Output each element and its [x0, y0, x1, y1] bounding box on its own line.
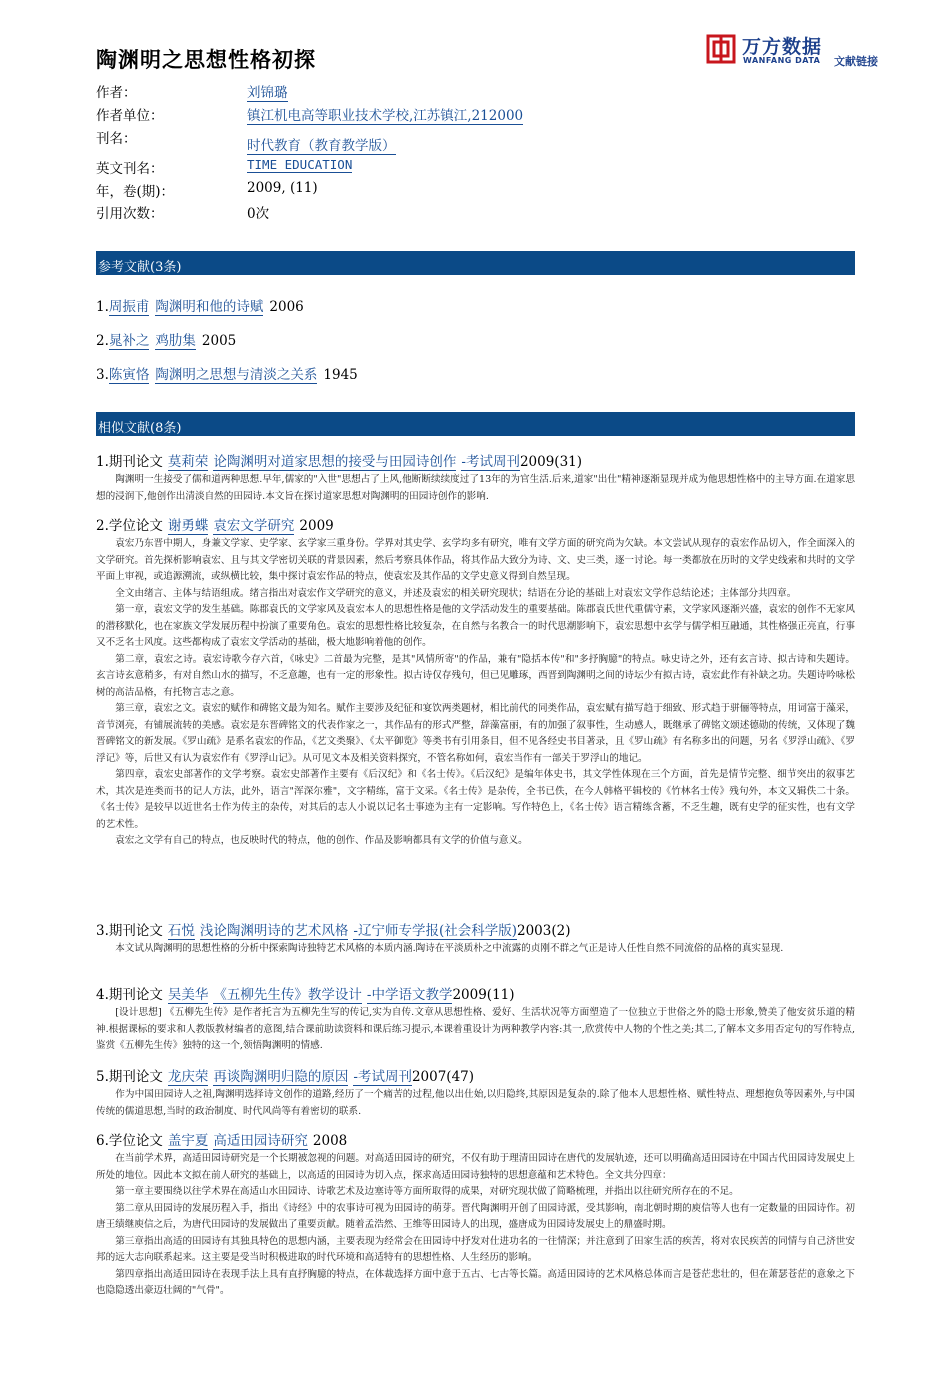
cite-value: 0次 — [247, 206, 270, 222]
similar-author-link[interactable]: 石悦 — [167, 923, 195, 939]
reference-title-link[interactable]: 陶渊明和他的诗赋 — [155, 299, 264, 315]
cite-label: 引用次数： — [96, 206, 164, 222]
reference-num: 3. — [96, 367, 109, 383]
reference-year: 2005 — [201, 333, 237, 349]
similar-header — [96, 412, 855, 436]
similar-author-link[interactable]: 吴美华 — [167, 987, 209, 1003]
en-journal-link[interactable]: TIME EDUCATION — [247, 157, 353, 172]
similar-title-link[interactable]: 《五柳先生传》教学设计 — [213, 987, 362, 1003]
similar-abstract: 袁宏之文学有自己的特点，也反映时代的特点，他的创作、作品及影响都具有文学的价值与意义。 — [115, 835, 528, 846]
similar-title-link[interactable]: 再谈陶渊明归隐的原因 — [213, 1069, 349, 1085]
reference-item — [96, 363, 358, 383]
similar-abstract: 本文试从陶渊明的思想性格的分析中探索陶诗独特艺术风格的本质内涵.陶诗在平淡质朴之中流露的贞刚不群之气正是诗人任性自然不同流俗的品格的真实显现. — [115, 943, 784, 954]
similar-abstract: 第一章主要围绕以往学术界在高适山水田园诗、诗歌艺术及边塞诗等方面所取得的成果，对研究现状做了简略梳理，并指出以往研究所存在的不足。 — [115, 1186, 739, 1197]
similar-title-link[interactable]: 高适田园诗研究 — [213, 1133, 308, 1149]
similar-source-link[interactable] — [353, 923, 517, 940]
similar-author-link[interactable]: 莫莉荣 — [167, 454, 209, 470]
wanfang-logo-icon — [706, 34, 736, 64]
similar-sep: - — [366, 987, 372, 1003]
similar-year: 2007(47) — [411, 1069, 475, 1085]
similar-sep: - — [353, 1069, 358, 1085]
similar-type: 期刊论文 — [108, 1069, 163, 1085]
similar-item — [96, 985, 855, 1055]
unit-link[interactable]: 镇江机电高等职业技术学校,江苏镇江,212000 — [247, 104, 523, 125]
reference-author-link[interactable]: 陈寅恪 — [108, 367, 150, 383]
similar-abstract: 第三章，袁宏之文。袁宏的赋作和碑铭文最为知名。赋作主要涉及纪征和宴饮两类题材，相比前代的同类作品，袁宏赋有描写趋于细致、形式趋于骈俪等特点，用词富于藻采，音节浏亮，有铺展流转的美感。袁宏是东晋碑铭文的代表作家之一，其作品有的形式严整，辞藻富丽，有的加强了叙事性，生动感人，既继承了碑铭文颂述德勋的传统，又体现了魏晋碑铭文的新发展。《罗山疏》是系名袁宏的作品，《艺文类聚》、《太平御览》等类书有引用条目，但不见各经史书目著录，且《罗山疏》有名称多出的问题，另名《罗浮山疏》、《罗浮记》等，后世又有认为袁宏作有《罗浮山记》。从可见文本及相关资料探究，不管名称如何，袁宏当作有一部关于罗浮山的地记。 — [96, 703, 855, 764]
similar-sep: - — [461, 454, 466, 470]
similar-type: 学位论文 — [108, 1133, 163, 1149]
similar-num: 1. — [96, 454, 109, 470]
similar-sep: - — [353, 923, 358, 939]
journal-link[interactable]: 时代教育（教育教学版） — [247, 134, 396, 155]
reference-year: 2006 — [269, 299, 304, 315]
similar-abstract: 袁宏乃东晋中期人，身兼文学家、史学家、玄学家三重身份。学界对其史学、玄学均多有研究，唯有文学方面的研究尚为欠缺。本文尝试从现存的袁宏作品切入，作全面深入的文学研究。首先探析影响袁宏、且与其文学密切关联的背景因素，然后考察具体作品，将其作品大致分为诗、文、史三类，逐一讨论。每一类都放在历时的文学史线索和共时的文学平面上审视，或追源溯流，或纵横比较，集中探讨袁宏作品的特点，使袁宏及其作品的文学史意义得到自然呈现。 — [96, 538, 855, 582]
reference-author-link[interactable]: 周振甫 — [108, 299, 150, 315]
logo-brand-en: WANFANG DATA — [743, 56, 821, 65]
similar-abstract: [设计思想] 《五柳先生传》是作者托言为五柳先生写的传记,实为自传.文章从思想性格、爱好、生活状况等方面塑造了一位独立于世俗之外的隐士形象,赞美了他安贫乐道的精神.根据课标的要求和人教版教材编者的意图,结合课前助读资料和课后练习提示,本课着重设计为两种教学内容:其一,欣赏传中人物的个性之美;其二,了解本文多用否定句的写作特点,鉴赏《五柳先生传》独特的这一个,领悟陶渊明的情感. — [96, 1007, 855, 1051]
similar-author-link[interactable]: 谢勇蝶 — [167, 518, 209, 534]
author-label: 作者： — [96, 85, 137, 101]
similar-abstract: 陶渊明一生接受了儒和道两种思想.早年,儒家的"入世"思想占了上风,他断断续续度过了13年的为官生活.后来,道家"出仕"精神逐渐显现并成为他思想性格中的主导方面.在道家思想的浸润下,他创作出清淡自然的田园诗.本文旨在探讨道家思想对陶渊明的田园诗创作的影响. — [96, 474, 855, 502]
similar-num: 6. — [96, 1133, 109, 1149]
similar-item — [96, 1131, 855, 1300]
similar-num: 2. — [96, 518, 109, 534]
en-journal-label: 英文刊名： — [96, 161, 164, 177]
similar-title-link[interactable]: 论陶渊明对道家思想的接受与田园诗创作 — [213, 454, 457, 470]
year-label: 年，卷(期)： — [96, 184, 175, 200]
page-title: 陶渊明之思想性格初探 — [96, 48, 316, 72]
similar-type: 学位论文 — [108, 518, 163, 534]
journal-label: 刊名： — [96, 131, 137, 147]
similar-item — [96, 452, 855, 505]
similar-abstract: 第二章，袁宏之诗。袁宏诗歌今存六首，《咏史》二首最为完整，是其"风情所寄"的作品，兼有"隐括本传"和"多抒胸臆"的特点。咏史诗之外，还有玄言诗、拟古诗和失题诗。玄言诗玄意稍多，有对自然山水的描写，不乏意趣，也有一定的形象性。拟古诗仅存残句，但已见雕琢，西晋到陶渊明之间的诗坛少有拟古诗，袁宏此作有补缺之功。失题诗吟咏松树的高洁品格，有托物言志之意。 — [96, 653, 855, 698]
similar-year: 2009(11) — [452, 987, 515, 1003]
similar-title-link[interactable]: 袁宏文学研究 — [213, 518, 295, 534]
similar-source-link[interactable] — [353, 1069, 412, 1086]
reference-item — [96, 329, 236, 349]
similar-num: 4. — [96, 987, 109, 1003]
reference-title-link[interactable]: 鸡肋集 — [155, 333, 196, 349]
similar-item — [96, 1067, 855, 1120]
similar-item-head — [96, 921, 855, 941]
similar-item-head — [96, 1067, 855, 1087]
reference-item — [96, 295, 304, 315]
logo-link-text: 文献链接 — [834, 55, 878, 68]
similar-abstract: 在当前学术界，高适田园诗研究是一个长期被忽视的问题。对高适田园诗的研究，不仅有助于理清田园诗在唐代的发展轨迹，还可以明确高适田园诗在中国古代田园诗发展史上所处的地位。因此本文拟在前人研究的基础上，以高适的田园诗为切入点，探求高适田园诗独特的思想意蕴和艺术特色。全文共分四章： — [96, 1153, 855, 1181]
similar-author-link[interactable]: 龙庆荣 — [167, 1069, 209, 1085]
similar-year: 2003(2) — [517, 923, 571, 939]
author-link[interactable]: 刘锦璐 — [247, 81, 288, 102]
similar-type: 期刊论文 — [108, 454, 163, 470]
similar-year: 2009(31) — [519, 454, 583, 470]
similar-title-link[interactable]: 浅论陶渊明诗的艺术风格 — [199, 923, 349, 939]
similar-abstract: 全文由绪言、主体与结语组成。绪言指出对袁宏作文学研究的意义，并述及袁宏的相关研究现状；结语在分论的基础上对袁宏文学作总结论述；主体部分共四章。 — [115, 587, 797, 599]
similar-abstract: 第四章，袁宏史部著作的文学考察。袁宏史部著作主要有《后汉纪》和《名士传》。《后汉纪》是编年体史书，其文学性体现在三个方面，首先是情节完整、细节突出的叙事艺术，其次是连类而书的记人方法，此外，语言"浑深尔雅"，文字精练，富于文采。《名士传》是杂传，全书已佚，在今人韩格平辑校的《竹林名士传》残句外，本文又辑佚二十条。《名士传》是较早以近世名士作为传主的杂传，对其后的志人小说以记名士事迹为主有一定影响。写作特色上，《名士传》语言精练含蓄，不乏生趣，既有史学的征实性，也有文学的艺术性。 — [96, 769, 855, 830]
similar-item-head — [96, 516, 855, 536]
similar-abstract: 第二章从田园诗的发展历程入手，指出《诗经》中的农事诗可视为田园诗的萌芽。晋代陶渊明开创了田园诗派，受其影响，南北朝时期的庾信等人也有一定数量的田园诗作。初唐王绩继庾信之后，为唐代田园诗的发展做出了重要贡献。随着孟浩然、王维等田园诗人的出现，盛唐成为田园诗发展史上的鼎盛时期。 — [96, 1202, 855, 1230]
similar-num: 3. — [96, 923, 109, 939]
reference-num: 1. — [96, 299, 109, 315]
similar-item — [96, 516, 855, 850]
similar-source: 考试周刊 — [465, 454, 520, 470]
year-value: 2009, (11) — [247, 180, 318, 196]
similar-source: 辽宁师专学报(社会科学版) — [357, 923, 517, 939]
unit-label: 作者单位： — [96, 108, 164, 124]
similar-type: 期刊论文 — [108, 987, 163, 1003]
similar-abstract: 第一章，袁宏文学的发生基础。陈郡袁氏的文学家风及袁宏本人的思想性格是他的文学活动发生的重要基础。陈郡袁氏世代重儒守素，文学家风逐渐兴盛，袁宏的创作不无家风的潜移默化，也在家族文学发展历程中扮演了重要角色。袁宏的思想性格比较复杂，在自然与名教合一的时代思潮影响下，袁宏思想中玄学与儒学相互融通，其性格强正亮直，行事又不乏名士风度。这些都构成了袁宏文学活动的基础，极大地影响着他的创作。 — [96, 604, 855, 648]
similar-author-link[interactable]: 盖宇夏 — [167, 1133, 209, 1149]
similar-abstract: 第三章指出高适的田园诗有其独具特色的思想内涵，主要表现为经常会在田园诗中抒发对仕进功名的一往情深；并注意到了田家生活的疾苦，将对农民疾苦的同情与自己济世安邦的远大志向联系起来。这主要是受当时积极进取的时代环境和高适特有的思想性格、人生经历的影响。 — [96, 1235, 855, 1263]
similar-year: 2009 — [299, 518, 334, 534]
similar-source: 考试周刊 — [357, 1069, 412, 1085]
similar-item-head — [96, 1131, 855, 1151]
reference-author-link[interactable]: 晁补之 — [108, 333, 150, 349]
similar-num: 5. — [96, 1069, 109, 1085]
references-header — [96, 251, 855, 275]
similar-item — [96, 921, 855, 958]
logo-brand-cn: 万方数据 — [742, 36, 823, 58]
similar-source-link[interactable] — [461, 454, 520, 471]
similar-header-label: 相似文献(8条) — [98, 421, 182, 436]
similar-type: 期刊论文 — [108, 923, 163, 939]
similar-source-link[interactable] — [367, 987, 453, 1004]
reference-num: 2. — [96, 333, 109, 349]
references-header-label: 参考文献(3条) — [98, 260, 182, 275]
wanfang-logo[interactable] — [706, 32, 896, 72]
similar-abstract: 第四章指出高适田园诗在表现手法上具有直抒胸臆的特点，在体裁选择方面中意于五古、七古等长篇。高适田园诗的艺术风格总体而言是苍茫悲壮的，但在萧瑟苍茫的意象之下也隐隐透出豪迈壮阔的"气骨"。 — [96, 1268, 855, 1296]
similar-source: 中学语文教学 — [371, 987, 453, 1003]
reference-year: 1945 — [323, 367, 358, 383]
similar-abstract: 作为中国田园诗人之祖,陶渊明选择诗文创作的道路,经历了一个痛苦的过程,他以出仕始,以归隐终,其原因是复杂的.除了他本人思想性格、赋性特点、理想抱负等因素外,与中国传统的儒道思想,当时的政治制度、时代风尚等有着密切的联系. — [96, 1089, 855, 1117]
similar-item-head — [96, 985, 855, 1005]
similar-year: 2008 — [312, 1133, 348, 1149]
reference-title-link[interactable]: 陶渊明之思想与清淡之关系 — [155, 367, 318, 383]
similar-item-head — [96, 452, 855, 472]
